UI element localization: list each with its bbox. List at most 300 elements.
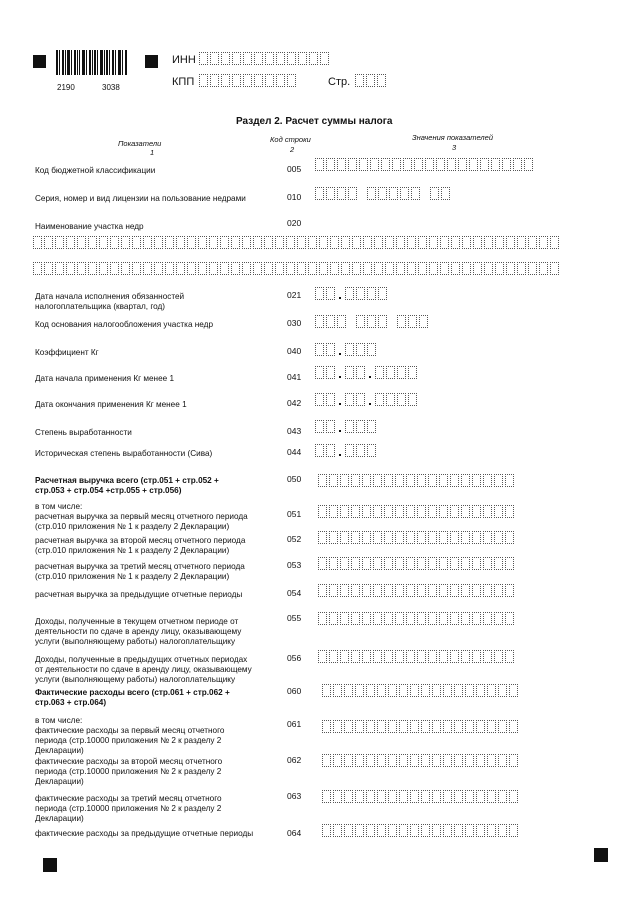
input-cell[interactable] <box>345 343 354 356</box>
input-cell[interactable] <box>384 584 393 597</box>
input-cell[interactable] <box>384 650 393 663</box>
input-cell[interactable] <box>315 420 324 433</box>
input-cell[interactable] <box>44 262 53 275</box>
input-cell[interactable] <box>143 262 152 275</box>
input-cell[interactable] <box>377 790 386 803</box>
input-cell[interactable] <box>458 158 467 171</box>
input-cell[interactable] <box>439 612 448 625</box>
input-cell[interactable] <box>440 236 449 249</box>
input-cell[interactable] <box>322 684 331 697</box>
input-cell[interactable] <box>315 444 324 457</box>
input-cell[interactable] <box>265 74 274 87</box>
input-cell[interactable] <box>469 158 478 171</box>
input-cell[interactable] <box>450 505 459 518</box>
input-cell[interactable] <box>399 720 408 733</box>
row-value-field[interactable] <box>318 584 516 597</box>
input-cell[interactable] <box>473 236 482 249</box>
input-cell[interactable] <box>454 824 463 837</box>
input-cell[interactable] <box>436 158 445 171</box>
input-cell[interactable] <box>450 650 459 663</box>
input-cell[interactable] <box>421 754 430 767</box>
input-cell[interactable] <box>505 531 514 544</box>
input-cell[interactable] <box>388 684 397 697</box>
input-cell[interactable] <box>461 612 470 625</box>
input-cell[interactable] <box>421 824 430 837</box>
input-cell[interactable] <box>385 262 394 275</box>
input-cell[interactable] <box>539 262 548 275</box>
input-cell[interactable] <box>121 236 130 249</box>
input-cell[interactable] <box>341 262 350 275</box>
input-cell[interactable] <box>509 824 518 837</box>
input-cell[interactable] <box>220 236 229 249</box>
input-cell[interactable] <box>395 557 404 570</box>
input-cell[interactable] <box>348 187 357 200</box>
input-cell[interactable] <box>318 531 327 544</box>
input-cell[interactable] <box>286 236 295 249</box>
input-cell[interactable] <box>77 236 86 249</box>
input-cell[interactable] <box>505 650 514 663</box>
input-cell[interactable] <box>408 315 417 328</box>
input-cell[interactable] <box>483 650 492 663</box>
row-value-field[interactable] <box>315 444 378 457</box>
input-cell[interactable] <box>429 236 438 249</box>
input-cell[interactable] <box>199 74 208 87</box>
input-cell[interactable] <box>509 754 518 767</box>
input-cell[interactable] <box>243 74 252 87</box>
input-cell[interactable] <box>320 52 329 65</box>
input-cell[interactable] <box>356 315 365 328</box>
input-cell[interactable] <box>506 262 515 275</box>
input-cell[interactable] <box>352 262 361 275</box>
input-cell[interactable] <box>377 684 386 697</box>
input-cell[interactable] <box>408 393 417 406</box>
input-cell[interactable] <box>454 754 463 767</box>
input-cell[interactable] <box>483 531 492 544</box>
input-cell[interactable] <box>33 262 42 275</box>
row-value-field[interactable] <box>322 754 520 767</box>
input-cell[interactable] <box>419 315 428 328</box>
input-cell[interactable] <box>524 158 533 171</box>
input-cell[interactable] <box>187 236 196 249</box>
input-cell[interactable] <box>340 557 349 570</box>
input-cell[interactable] <box>406 612 415 625</box>
input-cell[interactable] <box>473 262 482 275</box>
input-cell[interactable] <box>378 315 387 328</box>
row-value-field[interactable] <box>318 612 516 625</box>
input-cell[interactable] <box>326 187 335 200</box>
input-cell[interactable] <box>421 790 430 803</box>
input-cell[interactable] <box>395 505 404 518</box>
input-cell[interactable] <box>465 684 474 697</box>
input-cell[interactable] <box>392 158 401 171</box>
input-cell[interactable] <box>355 790 364 803</box>
input-cell[interactable] <box>366 754 375 767</box>
input-cell[interactable] <box>439 505 448 518</box>
input-cell[interactable] <box>476 684 485 697</box>
row-value-field[interactable] <box>322 790 520 803</box>
input-cell[interactable] <box>326 287 335 300</box>
input-cell[interactable] <box>430 187 439 200</box>
input-cell[interactable] <box>322 790 331 803</box>
input-cell[interactable] <box>494 505 503 518</box>
input-cell[interactable] <box>356 444 365 457</box>
input-cell[interactable] <box>505 584 514 597</box>
input-cell[interactable] <box>344 720 353 733</box>
input-cell[interactable] <box>330 236 339 249</box>
input-cell[interactable] <box>176 236 185 249</box>
input-cell[interactable] <box>355 720 364 733</box>
input-cell[interactable] <box>373 650 382 663</box>
input-cell[interactable] <box>351 612 360 625</box>
input-cell[interactable] <box>428 505 437 518</box>
input-cell[interactable] <box>439 584 448 597</box>
input-cell[interactable] <box>461 650 470 663</box>
input-cell[interactable] <box>132 236 141 249</box>
input-cell[interactable] <box>406 584 415 597</box>
input-cell[interactable] <box>432 684 441 697</box>
input-cell[interactable] <box>209 262 218 275</box>
input-cell[interactable] <box>329 505 338 518</box>
input-cell[interactable] <box>326 366 335 379</box>
input-cell[interactable] <box>395 584 404 597</box>
input-cell[interactable] <box>509 720 518 733</box>
input-cell[interactable] <box>389 187 398 200</box>
input-cell[interactable] <box>498 824 507 837</box>
input-cell[interactable] <box>462 262 471 275</box>
input-cell[interactable] <box>505 474 514 487</box>
row-value-field[interactable] <box>315 366 419 379</box>
input-cell[interactable] <box>417 531 426 544</box>
input-cell[interactable] <box>308 236 317 249</box>
input-cell[interactable] <box>406 650 415 663</box>
input-cell[interactable] <box>528 236 537 249</box>
input-cell[interactable] <box>351 557 360 570</box>
input-cell[interactable] <box>498 720 507 733</box>
input-cell[interactable] <box>397 393 406 406</box>
input-cell[interactable] <box>476 790 485 803</box>
input-cell[interactable] <box>221 74 230 87</box>
input-cell[interactable] <box>417 612 426 625</box>
input-cell[interactable] <box>414 158 423 171</box>
input-cell[interactable] <box>472 474 481 487</box>
input-cell[interactable] <box>322 754 331 767</box>
input-cell[interactable] <box>439 531 448 544</box>
input-cell[interactable] <box>495 236 504 249</box>
input-cell[interactable] <box>509 790 518 803</box>
input-cell[interactable] <box>378 187 387 200</box>
input-cell[interactable] <box>388 790 397 803</box>
input-cell[interactable] <box>439 650 448 663</box>
input-cell[interactable] <box>483 474 492 487</box>
input-cell[interactable] <box>355 74 364 87</box>
input-cell[interactable] <box>326 420 335 433</box>
input-cell[interactable] <box>472 612 481 625</box>
input-cell[interactable] <box>396 236 405 249</box>
input-cell[interactable] <box>298 52 307 65</box>
input-cell[interactable] <box>439 557 448 570</box>
input-cell[interactable] <box>397 315 406 328</box>
row-value-field[interactable] <box>322 720 520 733</box>
row-value-field[interactable] <box>322 684 520 697</box>
input-cell[interactable] <box>374 262 383 275</box>
row-value-field[interactable] <box>315 287 389 300</box>
input-cell[interactable] <box>432 754 441 767</box>
input-cell[interactable] <box>329 531 338 544</box>
input-cell[interactable] <box>406 557 415 570</box>
input-cell[interactable] <box>465 754 474 767</box>
page-number-field[interactable] <box>355 74 388 87</box>
input-cell[interactable] <box>461 531 470 544</box>
input-cell[interactable] <box>276 52 285 65</box>
input-cell[interactable] <box>356 287 365 300</box>
input-cell[interactable] <box>254 52 263 65</box>
input-cell[interactable] <box>428 612 437 625</box>
input-cell[interactable] <box>355 684 364 697</box>
row-value-field[interactable] <box>315 343 378 356</box>
input-cell[interactable] <box>55 262 64 275</box>
input-cell[interactable] <box>440 262 449 275</box>
input-cell[interactable] <box>143 236 152 249</box>
input-cell[interactable] <box>345 444 354 457</box>
input-cell[interactable] <box>33 236 42 249</box>
input-cell[interactable] <box>231 236 240 249</box>
input-cell[interactable] <box>265 52 274 65</box>
input-cell[interactable] <box>428 650 437 663</box>
input-cell[interactable] <box>333 824 342 837</box>
input-cell[interactable] <box>476 754 485 767</box>
input-cell[interactable] <box>344 824 353 837</box>
input-cell[interactable] <box>443 720 452 733</box>
input-cell[interactable] <box>362 584 371 597</box>
input-cell[interactable] <box>505 612 514 625</box>
input-cell[interactable] <box>472 584 481 597</box>
input-cell[interactable] <box>411 187 420 200</box>
input-cell[interactable] <box>494 557 503 570</box>
input-cell[interactable] <box>399 684 408 697</box>
input-cell[interactable] <box>397 366 406 379</box>
input-cell[interactable] <box>322 720 331 733</box>
input-cell[interactable] <box>362 650 371 663</box>
input-cell[interactable] <box>428 584 437 597</box>
input-cell[interactable] <box>384 474 393 487</box>
input-cell[interactable] <box>491 158 500 171</box>
input-cell[interactable] <box>340 612 349 625</box>
input-cell[interactable] <box>330 262 339 275</box>
input-cell[interactable] <box>44 236 53 249</box>
input-cell[interactable] <box>326 158 335 171</box>
subsoil-name-field[interactable] <box>33 262 561 275</box>
input-cell[interactable] <box>329 584 338 597</box>
input-cell[interactable] <box>326 343 335 356</box>
input-cell[interactable] <box>337 315 346 328</box>
input-cell[interactable] <box>377 754 386 767</box>
input-cell[interactable] <box>275 262 284 275</box>
row-value-field[interactable] <box>315 315 430 328</box>
input-cell[interactable] <box>362 531 371 544</box>
input-cell[interactable] <box>99 236 108 249</box>
input-cell[interactable] <box>517 262 526 275</box>
input-cell[interactable] <box>461 474 470 487</box>
input-cell[interactable] <box>337 158 346 171</box>
input-cell[interactable] <box>494 584 503 597</box>
input-cell[interactable] <box>450 557 459 570</box>
input-cell[interactable] <box>319 236 328 249</box>
input-cell[interactable] <box>315 287 324 300</box>
input-cell[interactable] <box>319 262 328 275</box>
input-cell[interactable] <box>428 474 437 487</box>
input-cell[interactable] <box>165 262 174 275</box>
input-cell[interactable] <box>498 790 507 803</box>
input-cell[interactable] <box>287 74 296 87</box>
input-cell[interactable] <box>465 824 474 837</box>
input-cell[interactable] <box>408 366 417 379</box>
input-cell[interactable] <box>340 650 349 663</box>
input-cell[interactable] <box>187 262 196 275</box>
input-cell[interactable] <box>351 531 360 544</box>
input-cell[interactable] <box>494 531 503 544</box>
input-cell[interactable] <box>329 612 338 625</box>
input-cell[interactable] <box>322 824 331 837</box>
input-cell[interactable] <box>483 612 492 625</box>
input-cell[interactable] <box>373 531 382 544</box>
input-cell[interactable] <box>315 366 324 379</box>
input-cell[interactable] <box>375 393 384 406</box>
input-cell[interactable] <box>550 236 559 249</box>
input-cell[interactable] <box>345 287 354 300</box>
input-cell[interactable] <box>318 505 327 518</box>
input-cell[interactable] <box>410 684 419 697</box>
input-cell[interactable] <box>418 262 427 275</box>
input-cell[interactable] <box>318 584 327 597</box>
input-cell[interactable] <box>242 236 251 249</box>
input-cell[interactable] <box>367 287 376 300</box>
input-cell[interactable] <box>451 236 460 249</box>
input-cell[interactable] <box>351 650 360 663</box>
input-cell[interactable] <box>366 824 375 837</box>
input-cell[interactable] <box>417 505 426 518</box>
input-cell[interactable] <box>362 557 371 570</box>
inn-field[interactable] <box>199 52 331 65</box>
input-cell[interactable] <box>395 650 404 663</box>
input-cell[interactable] <box>472 531 481 544</box>
input-cell[interactable] <box>421 684 430 697</box>
input-cell[interactable] <box>450 474 459 487</box>
input-cell[interactable] <box>483 557 492 570</box>
row-value-field[interactable] <box>315 393 419 406</box>
input-cell[interactable] <box>386 393 395 406</box>
input-cell[interactable] <box>396 262 405 275</box>
input-cell[interactable] <box>395 474 404 487</box>
input-cell[interactable] <box>367 444 376 457</box>
input-cell[interactable] <box>351 474 360 487</box>
input-cell[interactable] <box>176 262 185 275</box>
input-cell[interactable] <box>329 474 338 487</box>
input-cell[interactable] <box>344 684 353 697</box>
input-cell[interactable] <box>472 557 481 570</box>
input-cell[interactable] <box>480 158 489 171</box>
input-cell[interactable] <box>410 720 419 733</box>
input-cell[interactable] <box>276 74 285 87</box>
input-cell[interactable] <box>395 612 404 625</box>
input-cell[interactable] <box>315 158 324 171</box>
input-cell[interactable] <box>366 790 375 803</box>
input-cell[interactable] <box>243 52 252 65</box>
input-cell[interactable] <box>432 790 441 803</box>
input-cell[interactable] <box>315 187 324 200</box>
input-cell[interactable] <box>367 343 376 356</box>
input-cell[interactable] <box>308 262 317 275</box>
input-cell[interactable] <box>443 824 452 837</box>
input-cell[interactable] <box>373 505 382 518</box>
input-cell[interactable] <box>362 612 371 625</box>
input-cell[interactable] <box>363 262 372 275</box>
input-cell[interactable] <box>88 262 97 275</box>
input-cell[interactable] <box>487 790 496 803</box>
input-cell[interactable] <box>359 158 368 171</box>
input-cell[interactable] <box>388 824 397 837</box>
input-cell[interactable] <box>443 754 452 767</box>
input-cell[interactable] <box>384 505 393 518</box>
input-cell[interactable] <box>443 684 452 697</box>
input-cell[interactable] <box>340 531 349 544</box>
input-cell[interactable] <box>400 187 409 200</box>
input-cell[interactable] <box>297 236 306 249</box>
input-cell[interactable] <box>355 824 364 837</box>
row-value-field[interactable] <box>318 557 516 570</box>
row-value-field[interactable] <box>318 474 516 487</box>
input-cell[interactable] <box>494 474 503 487</box>
input-cell[interactable] <box>356 343 365 356</box>
input-cell[interactable] <box>348 158 357 171</box>
input-cell[interactable] <box>399 754 408 767</box>
input-cell[interactable] <box>374 236 383 249</box>
input-cell[interactable] <box>329 557 338 570</box>
input-cell[interactable] <box>254 74 263 87</box>
input-cell[interactable] <box>417 584 426 597</box>
input-cell[interactable] <box>425 158 434 171</box>
input-cell[interactable] <box>345 366 354 379</box>
input-cell[interactable] <box>110 262 119 275</box>
input-cell[interactable] <box>528 262 537 275</box>
input-cell[interactable] <box>110 236 119 249</box>
input-cell[interactable] <box>406 474 415 487</box>
input-cell[interactable] <box>428 557 437 570</box>
input-cell[interactable] <box>403 158 412 171</box>
row-value-field[interactable] <box>315 158 535 171</box>
input-cell[interactable] <box>399 790 408 803</box>
input-cell[interactable] <box>388 754 397 767</box>
input-cell[interactable] <box>487 720 496 733</box>
input-cell[interactable] <box>484 262 493 275</box>
input-cell[interactable] <box>494 612 503 625</box>
input-cell[interactable] <box>356 420 365 433</box>
input-cell[interactable] <box>451 262 460 275</box>
input-cell[interactable] <box>121 262 130 275</box>
input-cell[interactable] <box>355 754 364 767</box>
input-cell[interactable] <box>315 343 324 356</box>
input-cell[interactable] <box>210 52 219 65</box>
input-cell[interactable] <box>509 684 518 697</box>
input-cell[interactable] <box>329 650 338 663</box>
row-value-field[interactable] <box>318 531 516 544</box>
input-cell[interactable] <box>154 262 163 275</box>
input-cell[interactable] <box>198 262 207 275</box>
input-cell[interactable] <box>454 790 463 803</box>
input-cell[interactable] <box>356 393 365 406</box>
input-cell[interactable] <box>502 158 511 171</box>
input-cell[interactable] <box>472 505 481 518</box>
input-cell[interactable] <box>406 505 415 518</box>
